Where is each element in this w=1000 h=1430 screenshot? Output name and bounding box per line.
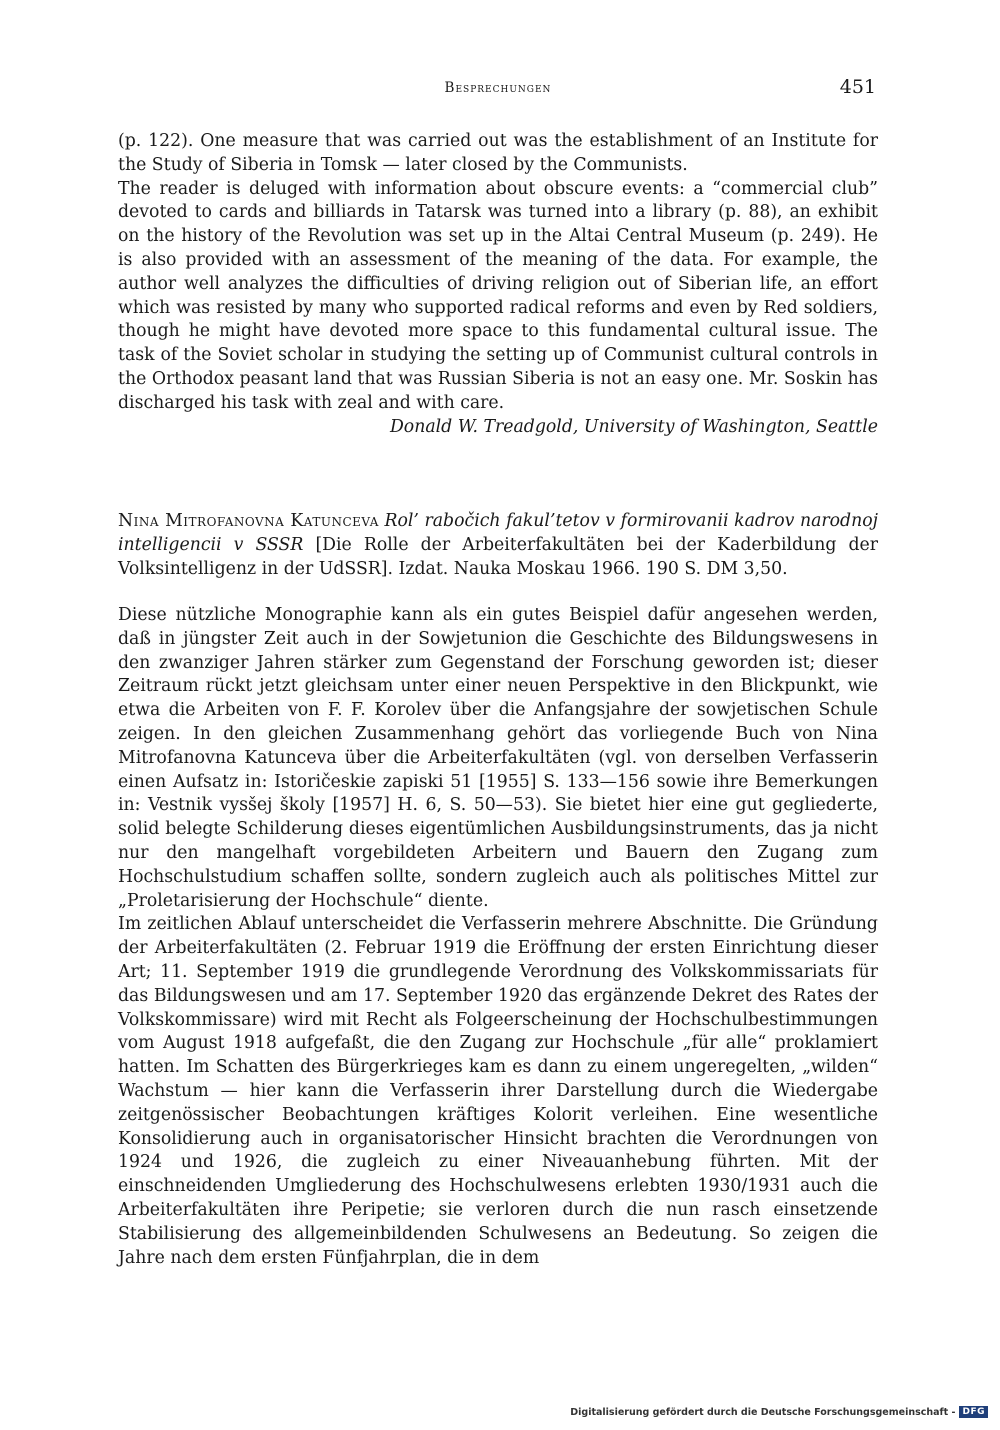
page-number: 451 xyxy=(839,76,876,98)
review-2-body xyxy=(118,604,878,1270)
book-details: [Die Rolle der Arbeiterfakultäten bei der Kaderbildung der Volksintelligenz in der UdSSR]. Izdat. Nauka Moskau 1966. 190 S. DM 3,50. xyxy=(118,534,878,579)
review-2-paragraph-2: Im zeitlichen Ablauf unterscheidet die Verfasserin mehrere Abschnitte. Die Gründung der Arbeiterfakultäten (2. Februar 1919 die Eröffnung der ersten Einrichtung dieser Art; 11. September 1919 die grundlegende Verordnung des Volkskommissariats für das Bildungswesen und am 17. September 1920 das ergänzende Dekret des Rates der Volkskommissare) wird mit Recht als Folgeerscheinung der Hochschulbestimmungen vom August 1918 aufgefaßt, die den Zugang zur Hochschule „für alle“ proklamiert hatten. Im Schatten des Bürgerkrieges kam es dann zu einem ungeregelten, „wilden“ Wachstum — hier kann die Verfasserin ihrer Darstellung durch die Wiedergabe zeitgenössischer Beobachtungen kräftiges Kolorit verleihen. Eine wesentliche Konsolidierung auch in organisatorischer Hinsicht brachten die Verordnungen von 1924 und 1926, die zugleich zu einer Niveauanhebung führten. Mit der einschneidenden Umgliederung des Hochschulwesens erlebten 1930/1931 auch die Arbeiterfakultäten ihre Peripetie; sie verloren durch die nun rasch einsetzende Stabilisierung des allgemeinbildenden Schulwesens an Bedeutung. So zeigen die Jahre nach dem ersten Fünfjahrplan, die in dem xyxy=(118,914,878,1268)
review-1 xyxy=(118,130,878,439)
page-header xyxy=(118,76,878,104)
footer-credit-text: Digitalisierung gefördert durch die Deutsche Forschungsgemeinschaft - xyxy=(570,1406,956,1418)
dfg-logo: DFG xyxy=(959,1406,988,1418)
review-1-paragraph-1: (p. 122). One measure that was carried out was the establishment of an Institute for the Study of Siberia in Tomsk — later closed by the Communists. xyxy=(118,131,878,175)
book-author: Nina Mitrofanovna Katunceva xyxy=(118,511,379,531)
review-2-paragraph-1: Diese nützliche Monographie kann als ein gutes Beispiel dafür angesehen werden, daß in jüngster Zeit auch in der Sowjetunion die Geschichte des Bildungswesens in den zwanziger Jahren stärker zum Gegenstand der Forschung geworden ist; dieser Zeitraum rückt jetzt gleichsam unter einer neuen Perspektive in den Blickpunkt, wie etwa die Arbeiten von F. F. Korolev über die Anfangsjahre der sowjetischen Schule zeigen. In den gleichen Zusammenhang gehört das vorliegende Buch von Nina Mitrofanovna Katunceva über die Arbeiterfakultäten (vgl. von derselben Verfasserin einen Aufsatz in: Istoričeskie zapiski 51 [1955] S. 133—156 sowie ihre Bemerkungen in: Vestnik vysšej školy [1957] H. 6, S. 50—53). Sie bietet hier eine gut gegliederte, solid belegte Schilderung dieses eigentümlichen Ausbildungsinstruments, das ja nicht nur den mangelhaft vorgebildeten Arbeitern und Bauern den Zugang zum Hochschulstudium schaffen sollte, sondern zugleich auch als politisches Mittel zur „Proletarisierung der Hochschule“ diente. xyxy=(118,605,878,911)
book-title: Rol’ rabočich fakul’tetov v formirovanii kadrov narodnoj intelligencii v SSSR xyxy=(118,511,878,555)
running-head: Besprechungen xyxy=(444,80,552,96)
review-1-paragraph-2: The reader is deluged with information about obscure events: a “commercial club” devoted to cards and billiards in Tatarsk was turned into a library (p. 88), an exhibit on the history of the Revolution was set up in the Altai Central Museum (p. 249). He is also provided with an assessment of the meaning of the data. For example, the author well analyzes the difficulties of driving religion out of Siberian life, an effort which was resisted by many who supported radical reforms and even by Red soldiers, though he might have devoted more space to this fundamental cultural issue. The task of the Soviet scholar in studying the setting up of Communist cultural controls in the Orthodox peasant land that was Russian Siberia is not an easy one. Mr. Soskin has discharged his task with zeal and with care. xyxy=(118,178,878,413)
review-1-signature: Donald W. Treadgold, University of Washington, Seattle xyxy=(389,416,878,437)
review-2-citation xyxy=(118,510,878,581)
footer-credit xyxy=(570,1406,988,1418)
